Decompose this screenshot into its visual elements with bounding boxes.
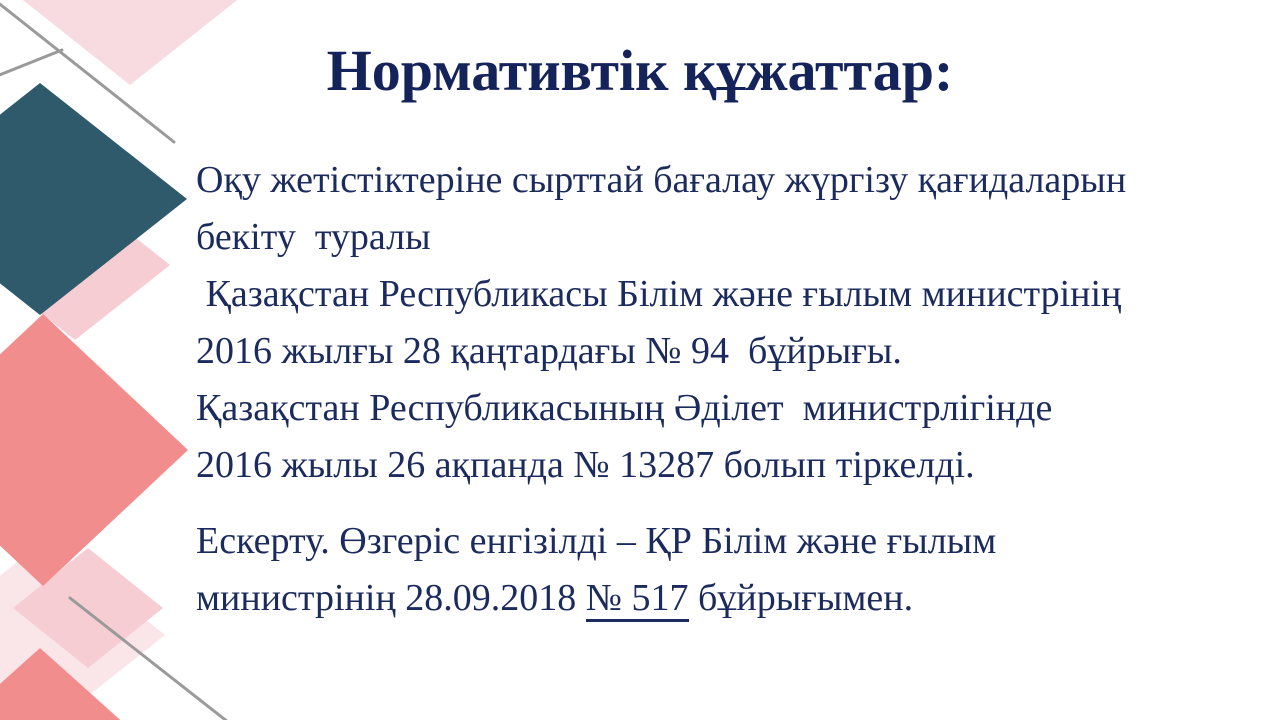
regulation-line: Қазақстан Республикасының Әділет министрлігінде [196, 387, 1053, 429]
note-line [196, 570, 1276, 627]
note-line2-before: министрінің 28.09.2018 [196, 577, 586, 619]
decor-diamond-salmon-large [0, 314, 188, 586]
note-line: Ескерту. Өзгеріс енгізілді – ҚР Білім және ғылым [196, 520, 997, 562]
regulation-line: 2016 жылы 26 ақпанда № 13287 болып тіркелді. [196, 444, 975, 486]
slide-body [196, 152, 1276, 627]
slide-title: Нормативтік құжаттар: [326, 38, 954, 103]
regulation-line: бекіту туралы [196, 216, 431, 258]
paragraph-note [196, 513, 1276, 627]
regulation-line: Оқу жетістіктеріне сырттай бағалау жүргізу қағидаларын [196, 159, 1127, 201]
regulation-line: 2016 жылғы 28 қаңтардағы № 94 бұйрығы. [196, 330, 902, 372]
order-number-underlined: № 517 [586, 577, 689, 622]
regulation-line: Қазақстан Республикасы Білім және ғылым министрінің [196, 273, 1122, 315]
note-line2-after: бұйрығымен. [688, 577, 914, 619]
paragraph-regulation [196, 152, 1276, 494]
